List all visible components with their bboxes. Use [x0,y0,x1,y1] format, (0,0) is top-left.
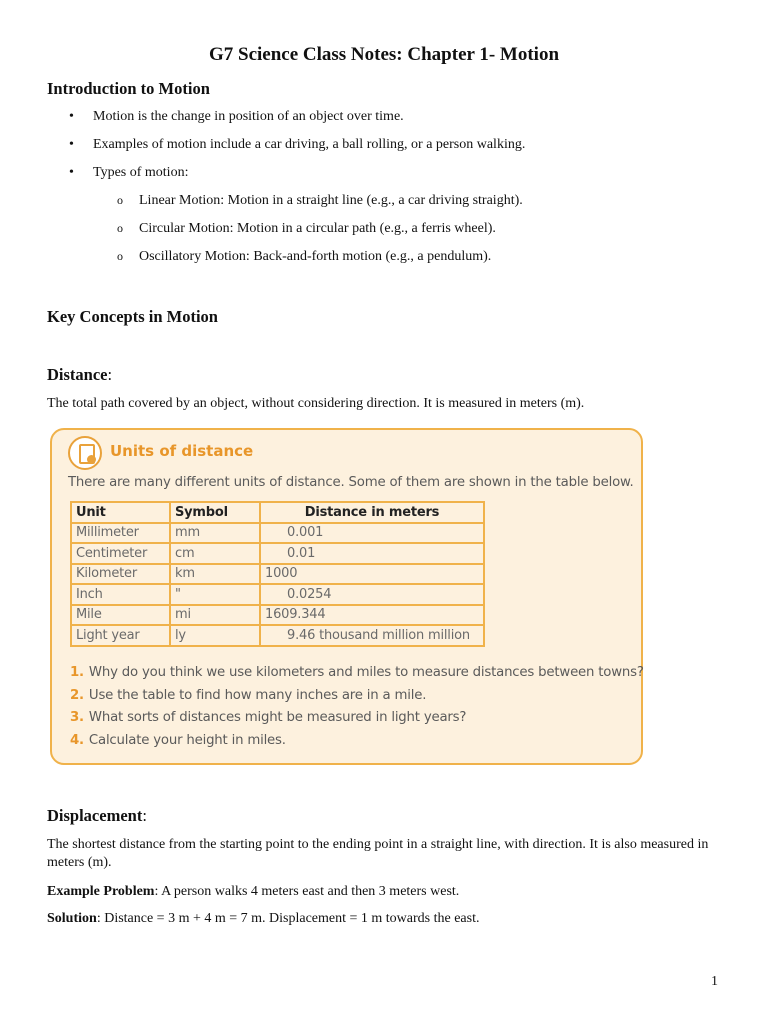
list-item: o Circular Motion: Motion in a circular path (e.g., a ferris wheel). [117,221,496,236]
key-concepts-heading: Key Concepts in Motion [47,307,218,326]
list-item: 3. What sorts of distances might be measured in light years? [70,710,467,726]
displacement-definition: The shortest distance from the starting point to the ending point in a straight line, with direction. It is also measured in meters (m). [47,837,709,870]
solution: Solution: Distance = 3 m + 4 m = 7 m. Displacement = 1 m towards the east. [47,911,480,926]
table-row: Mile mi 1609.344 [71,605,484,626]
list-item: • Examples of motion include a car driving, a ball rolling, or a person walking. [69,137,526,152]
list-item: 2. Use the table to find how many inches are in a mile. [70,687,427,703]
table-row: Light year ly 9.46 thousand million million [71,625,484,646]
page-number: 1 [711,974,718,989]
list-item: 4. Calculate your height in miles. [70,732,286,748]
column-header: Symbol [170,502,260,523]
intro-heading: Introduction to Motion [47,79,210,98]
distance-definition: The total path covered by an object, without considering direction. It is measured in meters (m). [47,396,585,411]
list-item: o Oscillatory Motion: Back-and-forth motion (e.g., a pendulum). [117,249,492,264]
example-problem: Example Problem: A person walks 4 meters east and then 3 meters west. [47,884,460,899]
list-item: • Motion is the change in position of an object over time. [69,109,404,124]
sub-bullet-icon: o [117,221,123,235]
table-row: Inch " 0.0254 [71,584,484,605]
column-header: Distance in meters [260,502,484,523]
bullet-icon: • [69,109,74,124]
page-title: G7 Science Class Notes: Chapter 1- Motion [208,44,560,65]
table-row: Millimeter mm 0.001 [71,523,484,544]
units-box-title: Units of distance [110,442,254,460]
column-header: Unit [71,502,170,523]
bullet-icon: • [69,165,74,180]
units-box-intro: There are many different units of distance. Some of them are shown in the table below. [68,475,634,490]
distance-heading: Distance: [47,365,113,384]
table-row: Kilometer km 1000 [71,564,484,585]
list-item: • Types of motion: [69,165,189,180]
displacement-heading: Displacement: [47,806,147,825]
units-of-distance-box [50,428,643,765]
question-list [70,665,644,755]
sub-bullet-icon: o [117,193,123,207]
notepad-icon [68,436,102,470]
list-item: o Linear Motion: Motion in a straight line (e.g., a car driving straight). [117,193,523,208]
table-header-row [71,502,484,523]
sub-bullet-icon: o [117,249,123,263]
units-table [70,501,485,647]
bullet-icon: • [69,137,74,152]
list-item: 1. Why do you think we use kilometers and miles to measure distances between towns? [70,665,644,680]
table-row: Centimeter cm 0.01 [71,543,484,564]
